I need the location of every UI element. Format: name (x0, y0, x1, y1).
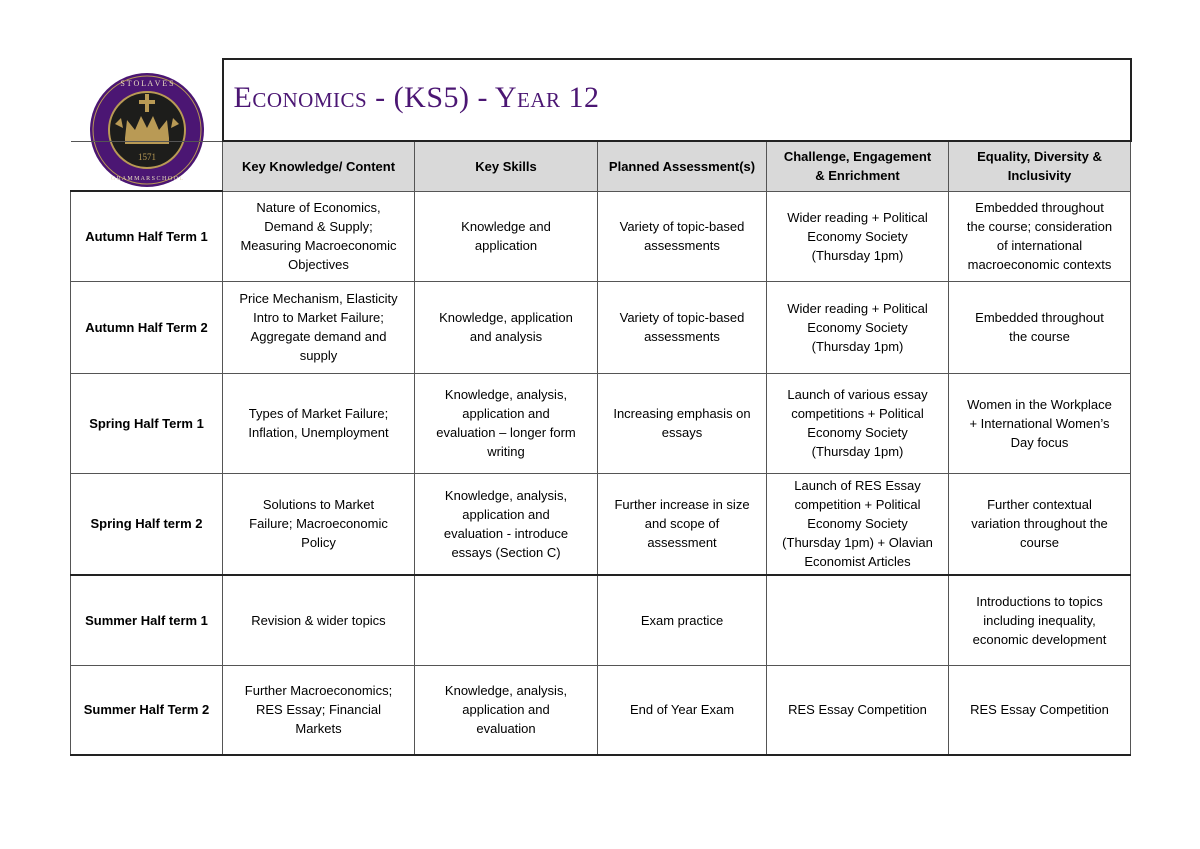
table-cell: Knowledge, application and analysis (415, 281, 598, 373)
crest-ring-text-bottom: G R A M M A R S C H O O L (110, 176, 184, 182)
crest-ring-text-top: S T O L A V E S (120, 79, 174, 88)
table-cell: Solutions to Market Failure; Macroeconomic Policy (223, 473, 415, 575)
table-cell: Further contextual variation throughout the course (949, 473, 1131, 575)
column-header-challenge: Challenge, Engagement & Enrichment (767, 141, 949, 191)
curriculum-table (70, 58, 1132, 756)
table-cell: Further Macroeconomics; RES Essay; Financial Markets (223, 665, 415, 755)
page-title: Economics - (KS5) - Year 12 (233, 81, 600, 114)
table-cell: Launch of various essay competitions + Political Economy Society (Thursday 1pm) (767, 373, 949, 473)
column-header-equality: Equality, Diversity & Inclusivity (949, 141, 1131, 191)
table-row (71, 665, 1131, 755)
table-cell: Exam practice (598, 575, 767, 665)
table-cell: Types of Market Failure; Inflation, Unemployment (223, 373, 415, 473)
column-header-key-knowledge: Key Knowledge/ Content (223, 141, 415, 191)
table-cell: End of Year Exam (598, 665, 767, 755)
column-header-key-skills: Key Skills (415, 141, 598, 191)
table-cell: Introductions to topics including inequality, economic development (949, 575, 1131, 665)
logo-cell (71, 59, 223, 141)
column-header-planned-assessment: Planned Assessment(s) (598, 141, 767, 191)
header-corner (71, 141, 223, 191)
table-cell: Knowledge, analysis, application and evaluation - introduce essays (Section C) (415, 473, 598, 575)
table-cell: Wider reading + Political Economy Society (Thursday 1pm) (767, 191, 949, 281)
table-row (71, 575, 1131, 665)
table-cell (767, 575, 949, 665)
crest-year: 1571 (138, 152, 156, 162)
row-label: Autumn Half Term 2 (71, 281, 223, 373)
table-cell: Launch of RES Essay competition + Political Economy Society (Thursday 1pm) + Olavian Economist Articles (767, 473, 949, 575)
table-cell: RES Essay Competition (767, 665, 949, 755)
table-cell: Embedded throughout the course; consideration of international macroeconomic contexts (949, 191, 1131, 281)
row-label: Autumn Half Term 1 (71, 191, 223, 281)
table-cell: Further increase in size and scope of assessment (598, 473, 767, 575)
table-row (71, 373, 1131, 473)
table-cell: Wider reading + Political Economy Society (Thursday 1pm) (767, 281, 949, 373)
table-cell: Nature of Economics, Demand & Supply; Measuring Macroeconomic Objectives (223, 191, 415, 281)
table-row (71, 281, 1131, 373)
table-cell: Price Mechanism, Elasticity Intro to Market Failure; Aggregate demand and supply (223, 281, 415, 373)
table-row (71, 473, 1131, 575)
row-label: Spring Half term 2 (71, 473, 223, 575)
table-cell: Embedded throughout the course (949, 281, 1131, 373)
table-cell: Knowledge, analysis, application and evaluation (415, 665, 598, 755)
title-row (71, 59, 1131, 141)
row-label: Spring Half Term 1 (71, 373, 223, 473)
table-cell: Revision & wider topics (223, 575, 415, 665)
row-label: Summer Half term 1 (71, 575, 223, 665)
table-cell: Variety of topic-based assessments (598, 281, 767, 373)
table-cell: Knowledge and application (415, 191, 598, 281)
row-label: Summer Half Term 2 (71, 665, 223, 755)
table-cell: Increasing emphasis on essays (598, 373, 767, 473)
header-row (71, 141, 1131, 191)
table-cell: RES Essay Competition (949, 665, 1131, 755)
table-cell: Women in the Workplace + International Women’s Day focus (949, 373, 1131, 473)
table-cell: Knowledge, analysis, application and evaluation – longer form writing (415, 373, 598, 473)
table-row (71, 191, 1131, 281)
table-cell: Variety of topic-based assessments (598, 191, 767, 281)
table-cell (415, 575, 598, 665)
title-cell (223, 59, 1131, 141)
